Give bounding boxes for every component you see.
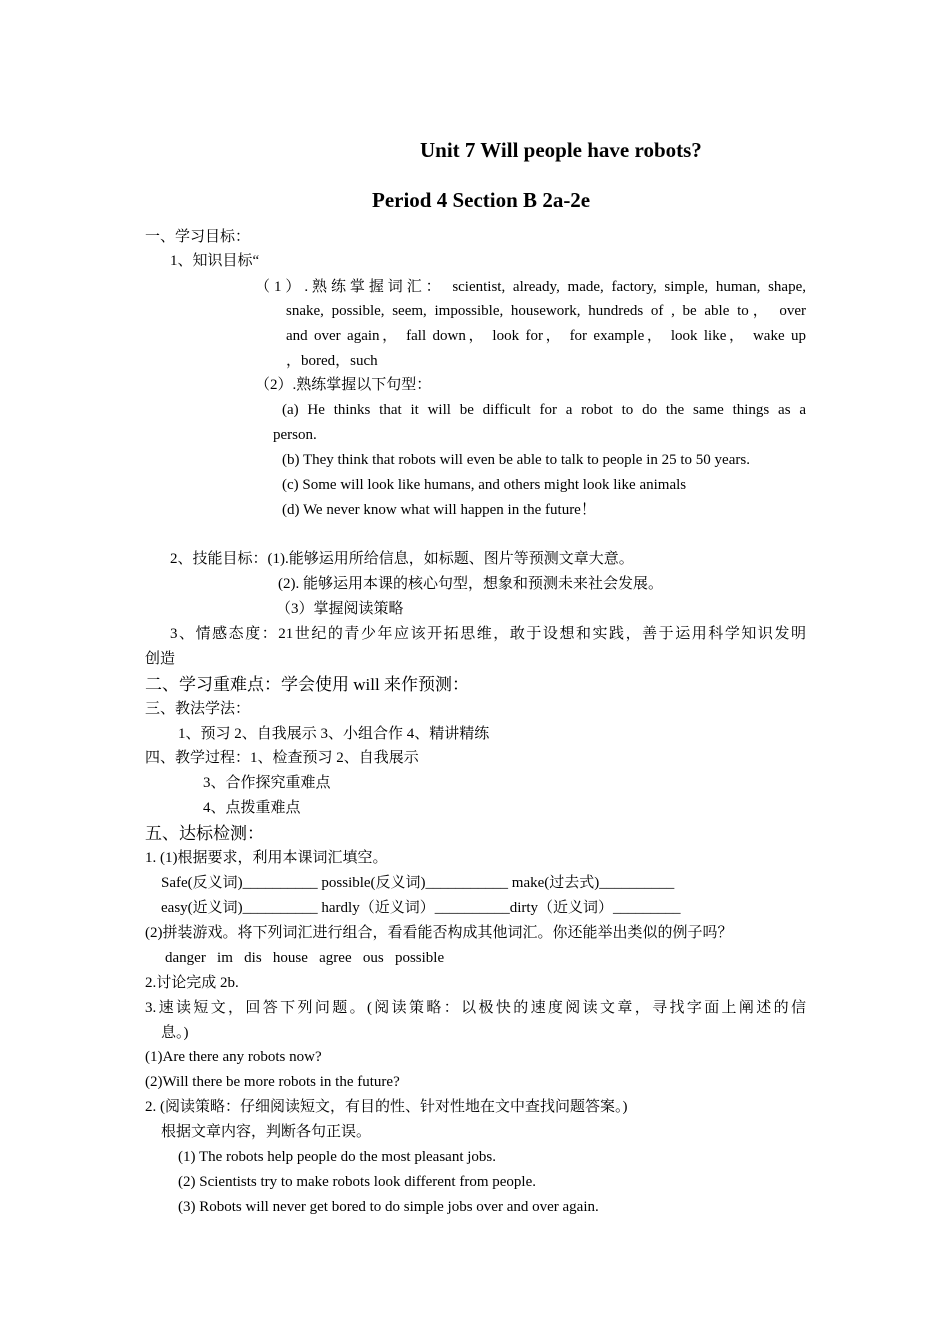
test-heading: 五、达标检测： bbox=[145, 824, 264, 843]
sentence-c: (c) Some will look like humans, and others might look like animals bbox=[282, 477, 687, 493]
skills-line-1: 2、技能目标：(1).能够运用所给信息，如标题、图片等预测文章大意。 bbox=[170, 551, 634, 567]
attitude-line-2: 创造 bbox=[145, 651, 176, 667]
test-q3-line-1: 3.速读短文，回答下列问题。(阅读策略：以极快的速度阅读文章，寻找字面上阐述的信 bbox=[145, 1000, 806, 1016]
process-line-2: 3、合作探究重难点 bbox=[203, 775, 331, 791]
process-line-3: 4、点拨重难点 bbox=[203, 800, 301, 816]
sentence-d: (d) We never know what will happen in the future！ bbox=[282, 502, 596, 518]
knowledge-heading: 1、知识目标“ bbox=[170, 253, 260, 269]
vocab-line-4: ，bored，such bbox=[286, 353, 378, 369]
sentences-heading: （2）.熟练掌握以下句型： bbox=[255, 377, 432, 393]
vocab-line-2: snake, possible, seem, impossible, housework, hundreds of , be able to， over bbox=[286, 303, 806, 319]
vocab-line-1: （1）.熟练掌握词汇： scientist, already, made, factory, simple, human, shape, bbox=[255, 279, 806, 295]
process-line-1: 四、教学过程：1、检查预习 2、自我展示 bbox=[145, 750, 419, 766]
vocab-line-3: and over again， fall down， look for， for example， look like， wake up bbox=[286, 328, 806, 344]
sentence-a-line-1: (a) He thinks that it will be difficult for a robot to do the same things as a bbox=[282, 402, 806, 418]
key-points: 二、学习重难点：学会使用 will 来作预测： bbox=[145, 675, 469, 694]
puzzle-words: danger im dis house agree ous possible bbox=[165, 950, 445, 966]
sentence-a-line-2: person. bbox=[273, 427, 317, 443]
test-q3-a: (1)Are there any robots now? bbox=[145, 1049, 322, 1065]
test-q1: 1. (1)根据要求，利用本课词汇填空。 bbox=[145, 850, 388, 866]
puzzle-instruction: (2)拼装游戏。将下列词汇进行组合，看看能否构成其他词汇。你还能举出类似的例子吗？ bbox=[145, 925, 733, 941]
test-q4: 2. (阅读策略：仔细阅读短文，有目的性、针对性地在文中查找问题答案。) bbox=[145, 1099, 628, 1115]
true-false-2: (2) Scientists try to make robots look different from people. bbox=[178, 1174, 536, 1190]
sentence-b: (b) They think that robots will even be able to talk to people in 25 to 50 years. bbox=[282, 452, 750, 468]
true-false-1: (1) The robots help people do the most pleasant jobs. bbox=[178, 1149, 496, 1165]
attitude-line-1: 3、情感态度：21世纪的青少年应该开拓思维，敢于设想和实践，善于运用科学知识发明 bbox=[170, 626, 806, 642]
test-q3-line-2: 息。) bbox=[161, 1025, 189, 1041]
test-q4-sub: 根据文章内容，判断各句正误。 bbox=[161, 1124, 372, 1140]
skills-line-2: (2). 能够运用本课的核心句型，想象和预测未来社会发展。 bbox=[278, 576, 663, 592]
test-q2: 2.讨论完成 2b. bbox=[145, 975, 239, 991]
document-title: Unit 7 Will people have robots? bbox=[420, 138, 702, 162]
test-q3-b: (2)Will there be more robots in the future? bbox=[145, 1074, 400, 1090]
objectives-heading: 一、学习目标： bbox=[145, 229, 251, 245]
document-subtitle: Period 4 Section B 2a-2e bbox=[372, 188, 591, 212]
true-false-3: (3) Robots will never get bored to do simple jobs over and over again. bbox=[178, 1199, 599, 1215]
fill-row-2: easy(近义词)__________ hardly（近义词）__________dirty（近义词）_________ bbox=[161, 900, 681, 916]
methods-items: 1、预习 2、自我展示 3、小组合作 4、精讲精练 bbox=[178, 726, 490, 742]
fill-row-1: Safe(反义词)__________ possible(反义词)___________ make(过去式)__________ bbox=[161, 875, 675, 891]
methods-heading: 三、教法学法： bbox=[145, 701, 251, 717]
skills-line-3: （3）掌握阅读策略 bbox=[276, 601, 404, 617]
